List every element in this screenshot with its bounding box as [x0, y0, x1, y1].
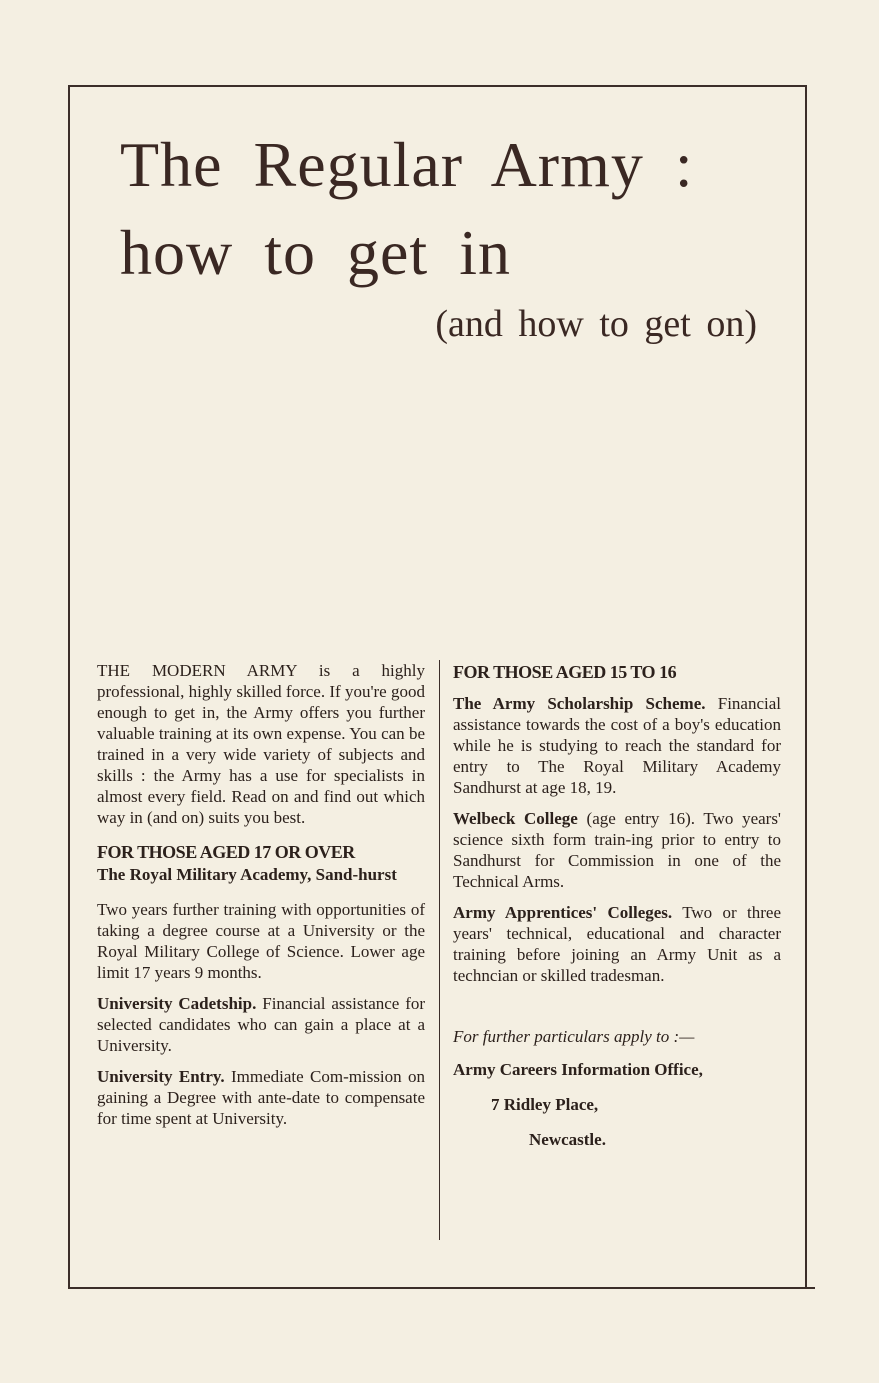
apprentices-title: Army Apprentices' Colleges.	[453, 903, 673, 922]
office-city: Newcastle.	[529, 1130, 606, 1149]
apprentices-paragraph	[453, 902, 781, 986]
page-title-line-2: how to get in	[120, 217, 511, 288]
contact-block	[453, 1026, 781, 1150]
cadetship-text: Financial assistance for selected candidates who can gain a place at a University.	[97, 994, 426, 1055]
intro-paragraph: THE MODERN ARMY is a highly professional, highly skilled force. If you're good enough to get in, the Army offers you further valuable training at its own expense. You can be trained in a very wide variety of subjects and skills : the Army has a use for specialists in almost every field. Read on and find out which way in (and on) suits you best.	[97, 661, 425, 827]
welbeck-text: (age entry 16). Two years' science sixth form train-ing prior to entry to Sandhurst for Commission in one of the Technical Arms.	[453, 809, 781, 891]
page-border-bottom	[68, 1287, 815, 1289]
column-divider	[439, 660, 440, 1240]
office-street: 7 Ridley Place,	[491, 1095, 599, 1114]
scholarship-text: Financial assistance towards the cost of a boy's education while he is studying to reach the standard for entry to The Royal Military Academy Sandhurst at age 18, 19.	[453, 694, 782, 797]
heading-17-or-over: FOR THOSE AGED 17 OR OVER	[97, 842, 355, 862]
welbeck-paragraph	[453, 808, 781, 892]
cadetship-paragraph	[97, 993, 425, 1056]
heading-15-to-16: FOR THOSE AGED 15 TO 16	[453, 662, 677, 682]
page-title-line-1: The Regular Army :	[120, 129, 694, 200]
entry-title: University Entry.	[97, 1067, 225, 1086]
cadetship-title: University Cadetship.	[97, 994, 257, 1013]
apply-lead: For further particulars apply to :—	[453, 1027, 695, 1046]
entry-paragraph	[97, 1066, 425, 1129]
apprentices-text: Two or three years' technical, educational and character training before joining an Army Unit as a techncian or skilled tradesman.	[453, 903, 781, 985]
page-subtitle: (and how to get on)	[435, 303, 757, 345]
scholarship-paragraph	[453, 693, 781, 798]
sandhurst-heading: The Royal Military Academy, Sand-hurst	[97, 865, 397, 884]
left-column	[97, 660, 425, 1139]
entry-text: Immediate Com-mission on gaining a Degree with ante-date to compensate for time spent at University.	[97, 1067, 425, 1128]
right-column	[453, 660, 781, 1164]
office-name: Army Careers Information Office,	[453, 1060, 703, 1079]
scholarship-title: The Army Scholarship Scheme.	[453, 694, 706, 713]
welbeck-title: Welbeck College	[453, 809, 578, 828]
sandhurst-paragraph: Two years further training with opportunities of taking a degree course at a University or the Royal Military College of Science. Lower age limit 17 years 9 months.	[97, 900, 425, 982]
